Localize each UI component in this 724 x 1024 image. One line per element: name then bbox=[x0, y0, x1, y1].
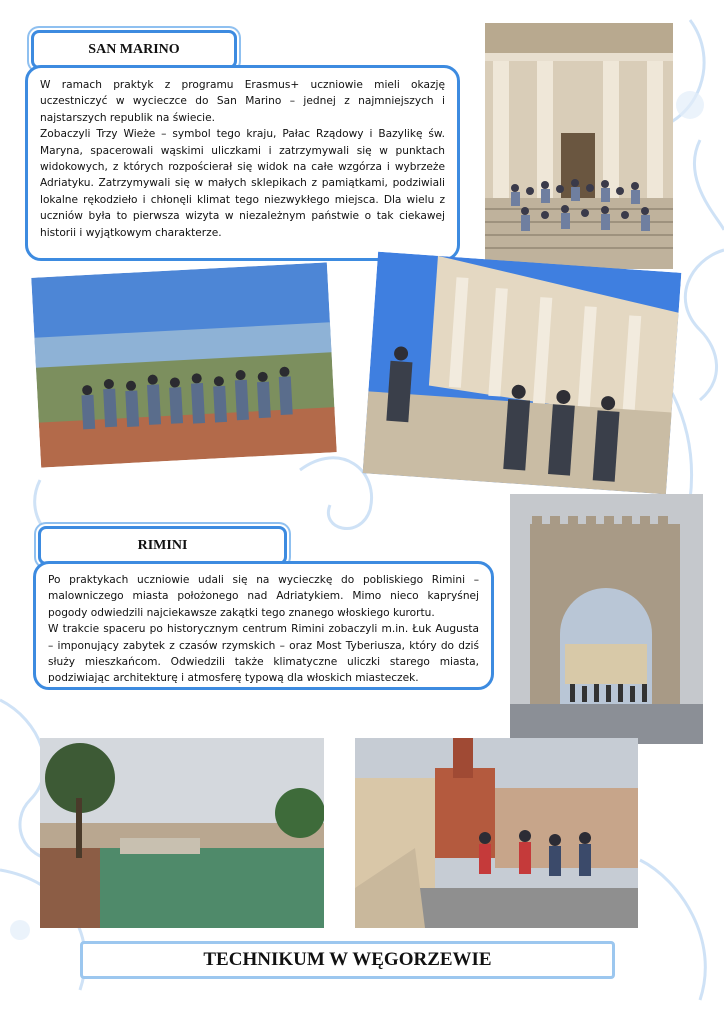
rimini-title: RIMINI bbox=[137, 537, 188, 553]
san-marino-text-box bbox=[25, 65, 460, 261]
photo-panorama-group bbox=[31, 262, 337, 467]
rimini-heading bbox=[38, 526, 287, 565]
footer-banner bbox=[80, 941, 615, 979]
photo-palace-group bbox=[363, 252, 682, 495]
san-marino-heading bbox=[31, 30, 237, 69]
school-name: TECHNIKUM W WĘGORZEWIE bbox=[203, 949, 492, 970]
rimini-paragraph-2: W trakcie spaceru po historycznym centrum Rimini zobaczyli m.in. Łuk Augusta – imponujący zabytek z czasów rzymskich – oraz Most Tyberiusza, który do dziś służy mieszkańcom. Odwiedzili także klimatyczne uliczki starego miasta, podziwiając architekturę i atmosferę typową dla włoskich miasteczek. bbox=[48, 623, 479, 685]
photo-basilica-steps bbox=[485, 23, 673, 269]
photo-old-town-street bbox=[355, 738, 638, 928]
rimini-paragraph-1: Po praktykach uczniowie udali się na wycieczkę do pobliskiego Rimini – malowniczego miasta położonego nad Adriatykiem. Mimo nieco kapryśnej pogody odwiedzili najciekawsze zakątki tego znanego włoskiego kurortu. bbox=[48, 574, 479, 619]
rimini-text-box bbox=[33, 561, 494, 690]
photo-tiberius-bridge bbox=[40, 738, 324, 928]
san-marino-paragraph-2: Zobaczyli Trzy Wieże – symbol tego kraju, Pałac Rządowy i Bazylikę św. Maryna, spacerowali wąskimi uliczkami i zatrzymywali się w punktach widokowych, z których rozpościerał się widok na całe wzgórza i wybrzeże Adriatyku. Zatrzymywali się w małych sklepikach z pamiątkami, podziwiali lokalne rękodzieło i chłonęli klimat tego niezwykłego miejsca. Dla wielu z uczniów była to pierwsza wizyta w niezależnym państwie o tak ciekawej historii i wyjątkowym charakterze. bbox=[40, 128, 445, 239]
san-marino-paragraph-1: W ramach praktyk z programu Erasmus+ uczniowie mieli okazję uczestniczyć w wycieczce do San Marino – jednej z najmniejszych i najstarszych republik na świecie. bbox=[40, 79, 445, 124]
photo-arch-of-augustus bbox=[510, 494, 703, 744]
san-marino-title: SAN MARINO bbox=[88, 41, 180, 57]
